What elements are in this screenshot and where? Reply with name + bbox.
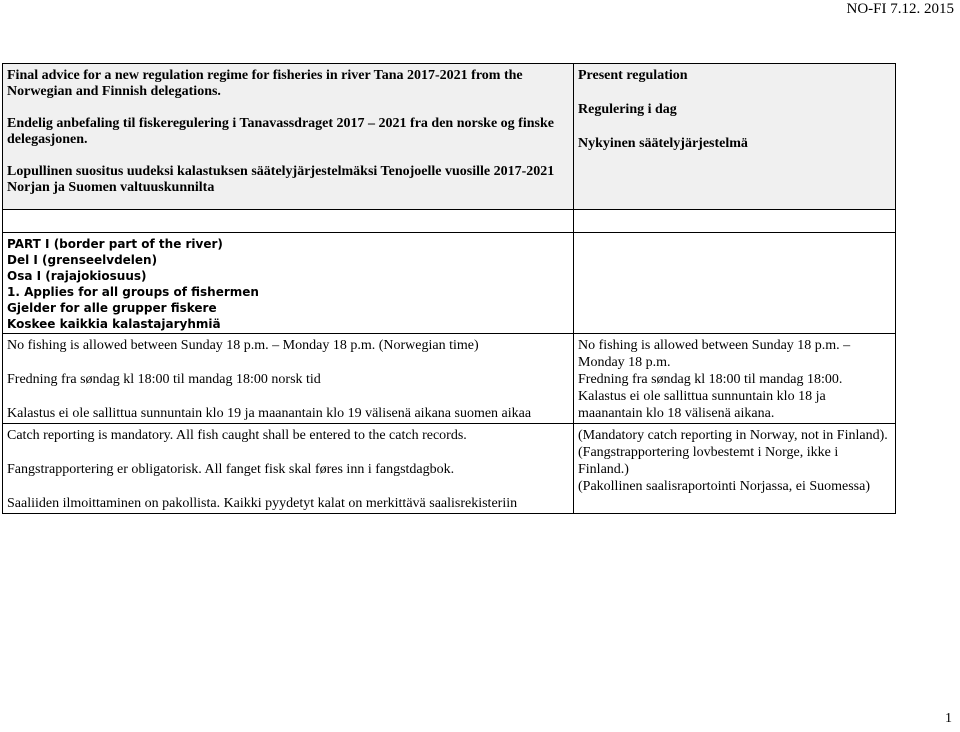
present-closure-finnish: Kalastus ei ole sallittua sunnuntain klo 18 ja maanantain klo 18 välisenä aikana. [578,389,826,421]
present-reporting-norwegian: (Fangstrapportering lovbestemt i Norge, ikke i Finland.) [578,445,839,477]
present-title-finnish: Nykyinen säätelyjärjestelmä [578,136,748,151]
rule-row-catch-reporting [3,424,896,514]
rule-row-weekly-closure [3,334,896,424]
part-heading-cell [3,233,574,334]
regulation-table [2,63,896,514]
present-title-english: Present regulation [578,68,688,83]
part-title-norwegian: Del I (grenseelvdelen) [7,253,158,267]
present-closure-english: No fishing is allowed between Sunday 18 p.m. – Monday 18 p.m. [578,338,851,370]
catch-reporting-english: Catch reporting is mandatory. All fish caught shall be entered to the catch records. [7,428,467,443]
present-reporting-english: (Mandatory catch reporting in Norway, not in Finland). [578,428,888,443]
part-title-english: PART I (border part of the river) [7,237,223,251]
part-title-finnish: Osa I (rajajokiosuus) [7,269,147,283]
present-title-norwegian: Regulering i dag [578,102,677,117]
header-cell-present [574,64,896,210]
weekly-closure-present [574,334,896,424]
catch-reporting-present [574,424,896,514]
part-empty-cell [574,233,896,334]
weekly-closure-norwegian: Fredning fra søndag kl 18:00 til mandag 18:00 norsk tid [7,372,321,387]
header-title-norwegian: Endelig anbefaling til fiskeregulering i Tanavassdraget 2017 – 2021 fra den norske og finske delegasjonen. [7,116,554,147]
header-title-finnish: Lopullinen suositus uudeksi kalastuksen säätelyjärjestelmäksi Tenojoelle vuosille 2017-2021 Norjan ja Suomen valtuuskunnilta [7,164,555,195]
page-number: 1 [945,711,952,726]
weekly-closure-proposal [3,334,574,424]
header-title-english: Final advice for a new regulation regime for fisheries in river Tana 2017-2021 from the Norwegian and Finnish delegations. [7,68,523,99]
applies-english: 1. Applies for all groups of fishermen [7,285,259,299]
catch-reporting-proposal [3,424,574,514]
applies-finnish: Koskee kaikkia kalastajaryhmiä [7,317,221,331]
present-reporting-finnish: (Pakollinen saalisraportointi Norjassa, ei Suomessa) [578,479,870,494]
empty-cell-left [3,210,574,233]
present-closure-norwegian: Fredning fra søndag kl 18:00 til mandag 18:00. [578,372,843,387]
empty-cell-right [574,210,896,233]
header-cell-proposal [3,64,574,210]
document-code: NO-FI 7.12. 2015 [846,1,954,17]
applies-norwegian: Gjelder for alle grupper fiskere [7,301,217,315]
part-row [3,233,896,334]
weekly-closure-english: No fishing is allowed between Sunday 18 p.m. – Monday 18 p.m. (Norwegian time) [7,338,479,353]
weekly-closure-finnish: Kalastus ei ole sallittua sunnuntain klo 19 ja maanantain klo 19 välisenä aikana suomen aikaa [7,406,532,421]
catch-reporting-finnish: Saaliiden ilmoittaminen on pakollista. Kaikki pyydetyt kalat on merkittävä saalisrekisteriin [7,496,518,511]
empty-row [3,210,896,233]
table-header-row [3,64,896,210]
catch-reporting-norwegian: Fangstrapportering er obligatorisk. All fanget fisk skal føres inn i fangstdagbok. [7,462,455,477]
